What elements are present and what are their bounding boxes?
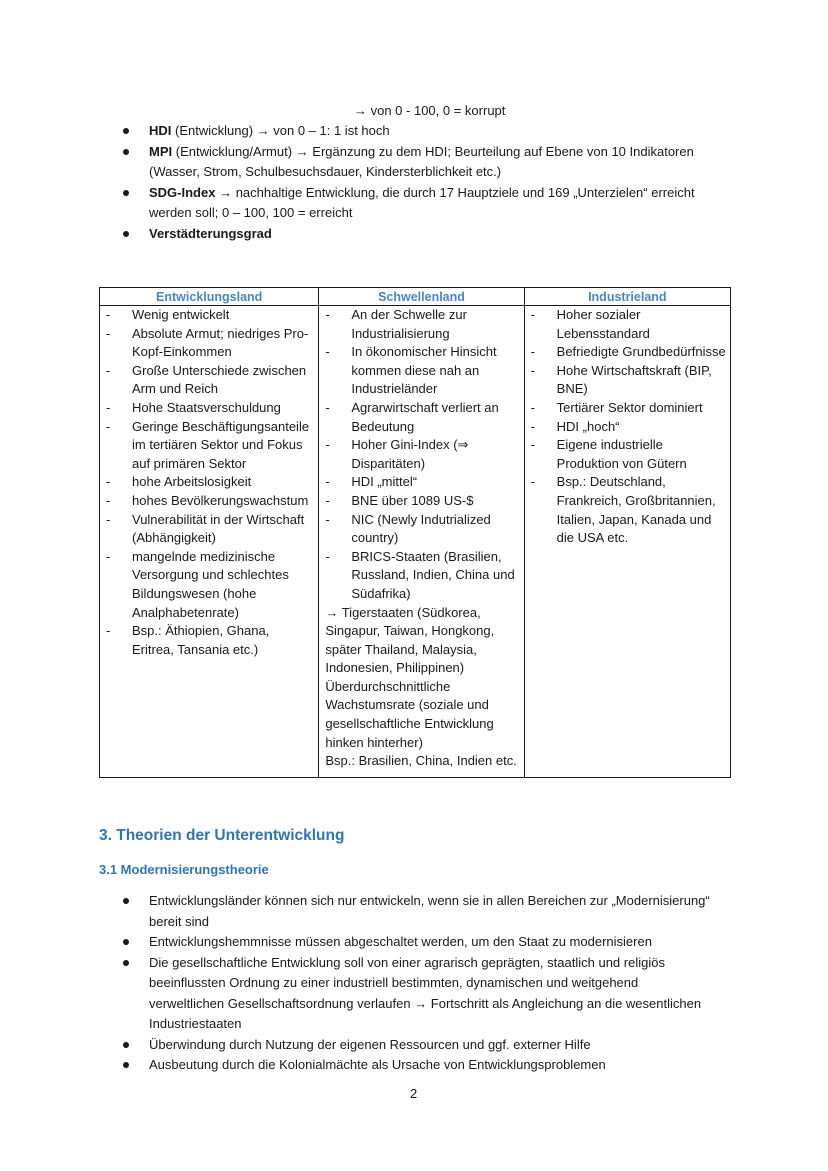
page-number: 2 xyxy=(410,1086,418,1101)
korruption-scale-line: → von 0 - 100, 0 = korrupt xyxy=(354,103,506,118)
list-item: - Geringe Beschäftigungsanteile im tertiären Sektor und Fokus auf primären Sektor xyxy=(106,418,314,474)
list-item: - BRICS-Staaten (Brasilien, Russland, Indien, China und Südafrika) xyxy=(325,548,519,604)
indicator-term: MPI xyxy=(149,143,173,159)
list-item: - Hohe Wirtschaftskraft (BIP, BNE) xyxy=(531,362,726,399)
list-item: - HDI „hoch“ xyxy=(531,418,726,437)
indicator-hdi xyxy=(123,121,703,142)
list-industrieland xyxy=(531,306,726,548)
tigerstaaten-text: → Tigerstaaten (Südkorea, Singapur, Taiwan, Hongkong, später Thailand, Malaysia, Indonesien, Philippinen) xyxy=(325,604,495,676)
list-item: - Befriedigte Grundbedürfnisse xyxy=(531,343,726,362)
indicator-desc: (Entwicklung) → von 0 – 1: 1 ist hoch xyxy=(171,123,390,138)
list-item: - In ökonomischer Hinsicht kommen diese nah an Industrieländer xyxy=(325,343,519,399)
list-item: - BNE über 1089 US-$ xyxy=(325,492,519,511)
list-item: - Hohe Staatsverschuldung xyxy=(106,399,314,418)
section-heading: 3. Theorien der Unterentwicklung xyxy=(99,827,345,844)
indicator-term: HDI xyxy=(149,123,172,138)
list-item: Überwindung durch Nutzung der eigenen Ressourcen und ggf. externer Hilfe xyxy=(123,1035,713,1056)
cell-entwicklungsland xyxy=(100,306,319,778)
list-item: - HDI „mittel“ xyxy=(325,473,519,492)
table-header-row xyxy=(100,288,731,306)
list-item: - hohe Arbeitslosigkeit xyxy=(106,473,314,492)
indicator-term: Verstädterungsgrad xyxy=(149,225,272,241)
list-item: Ausbeutung durch die Kolonialmächte als Ursache von Entwicklungsproblemen xyxy=(123,1055,713,1076)
indicator-desc: → nachhaltige Entwicklung, die durch 17 Hauptziele und 169 „Unterzielen“ erreicht werden soll; 0 – 100, 100 = erreicht xyxy=(149,184,695,220)
indicator-desc: (Entwicklung/Armut) → Ergänzung zu dem HDI; Beurteilung auf Ebene von 10 Indikatoren (Wasser, Strom, Schulbesuchsdauer, Kindersterblichkeit etc.) xyxy=(149,143,694,179)
list-item: - Vulnerabilität in der Wirtschaft (Abhängigkeit) xyxy=(106,511,314,548)
list-item: - mangelnde medizinische Versorgung und schlechtes Bildungswesen (hohe Analphabetenrate) xyxy=(106,548,314,622)
list-item: - Bsp.: Äthiopien, Ghana, Eritrea, Tansania etc.) xyxy=(106,622,314,659)
header-industrieland: Industrieland xyxy=(524,288,730,306)
indicator-term: SDG-Index xyxy=(149,184,216,200)
list-item: - Hoher Gini-Index (⇒ Disparitäten) xyxy=(325,436,519,473)
header-entwicklungsland: Entwicklungsland xyxy=(100,288,319,306)
list-item: - NIC (Newly Indutrialized country) xyxy=(325,511,519,548)
list-item: - Bsp.: Deutschland, Frankreich, Großbritannien, Italien, Japan, Kanada und die USA etc. xyxy=(531,473,726,547)
table-row xyxy=(100,306,731,778)
wachstumsrate-text: Überdurchschnittliche Wachstumsrate (soziale und gesellschaftliche Entwicklung hinken hinterher) xyxy=(325,678,494,750)
list-item: - Agrarwirtschaft verliert an Bedeutung xyxy=(325,399,519,436)
cell-industrieland xyxy=(524,306,730,778)
modernisierung-list xyxy=(123,891,713,1076)
country-comparison-table xyxy=(99,287,731,778)
list-item: - hohes Bevölkerungswachstum xyxy=(106,492,314,511)
list-item: - Tertiärer Sektor dominiert xyxy=(531,399,726,418)
list-entwicklungsland xyxy=(106,306,314,659)
indicator-mpi xyxy=(123,142,703,183)
indicator-sdg xyxy=(123,183,703,224)
header-schwellenland: Schwellenland xyxy=(319,288,524,306)
indicator-list xyxy=(123,121,703,244)
cell-schwellenland xyxy=(319,306,524,778)
list-item: - Eigene industrielle Produktion von Gütern xyxy=(531,436,726,473)
list-item: Entwicklungsländer können sich nur entwickeln, wenn sie in allen Bereichen zur „Modernisierung“ bereit sind xyxy=(123,891,713,932)
list-item: - Absolute Armut; niedriges Pro-Kopf-Einkommen xyxy=(106,325,314,362)
indicator-urbanisation xyxy=(123,224,703,245)
list-item: Entwicklungshemmnisse müssen abgeschaltet werden, um den Staat zu modernisieren xyxy=(123,932,713,953)
subsection-heading: 3.1 Modernisierungstheorie xyxy=(99,862,269,877)
list-item: - Hoher sozialer Lebensstandard xyxy=(531,306,726,343)
list-item: - Wenig entwickelt xyxy=(106,306,314,325)
list-item: - Große Unterschiede zwischen Arm und Reich xyxy=(106,362,314,399)
list-item: Die gesellschaftliche Entwicklung soll von einer agrarisch geprägten, staatlich und religiös beeinflussten Ordnung zu einer industriell bestimmten, dynamischen und weitgehend verweltlichen Gesellschaftsordnung verlaufen → Fortschritt als Angleichung an die wesentlichen Industriestaaten xyxy=(123,953,713,1035)
schwellenland-examples: Bsp.: Brasilien, China, Indien etc. xyxy=(325,753,517,769)
list-schwellenland xyxy=(325,306,519,604)
list-item: - An der Schwelle zur Industrialisierung xyxy=(325,306,519,343)
